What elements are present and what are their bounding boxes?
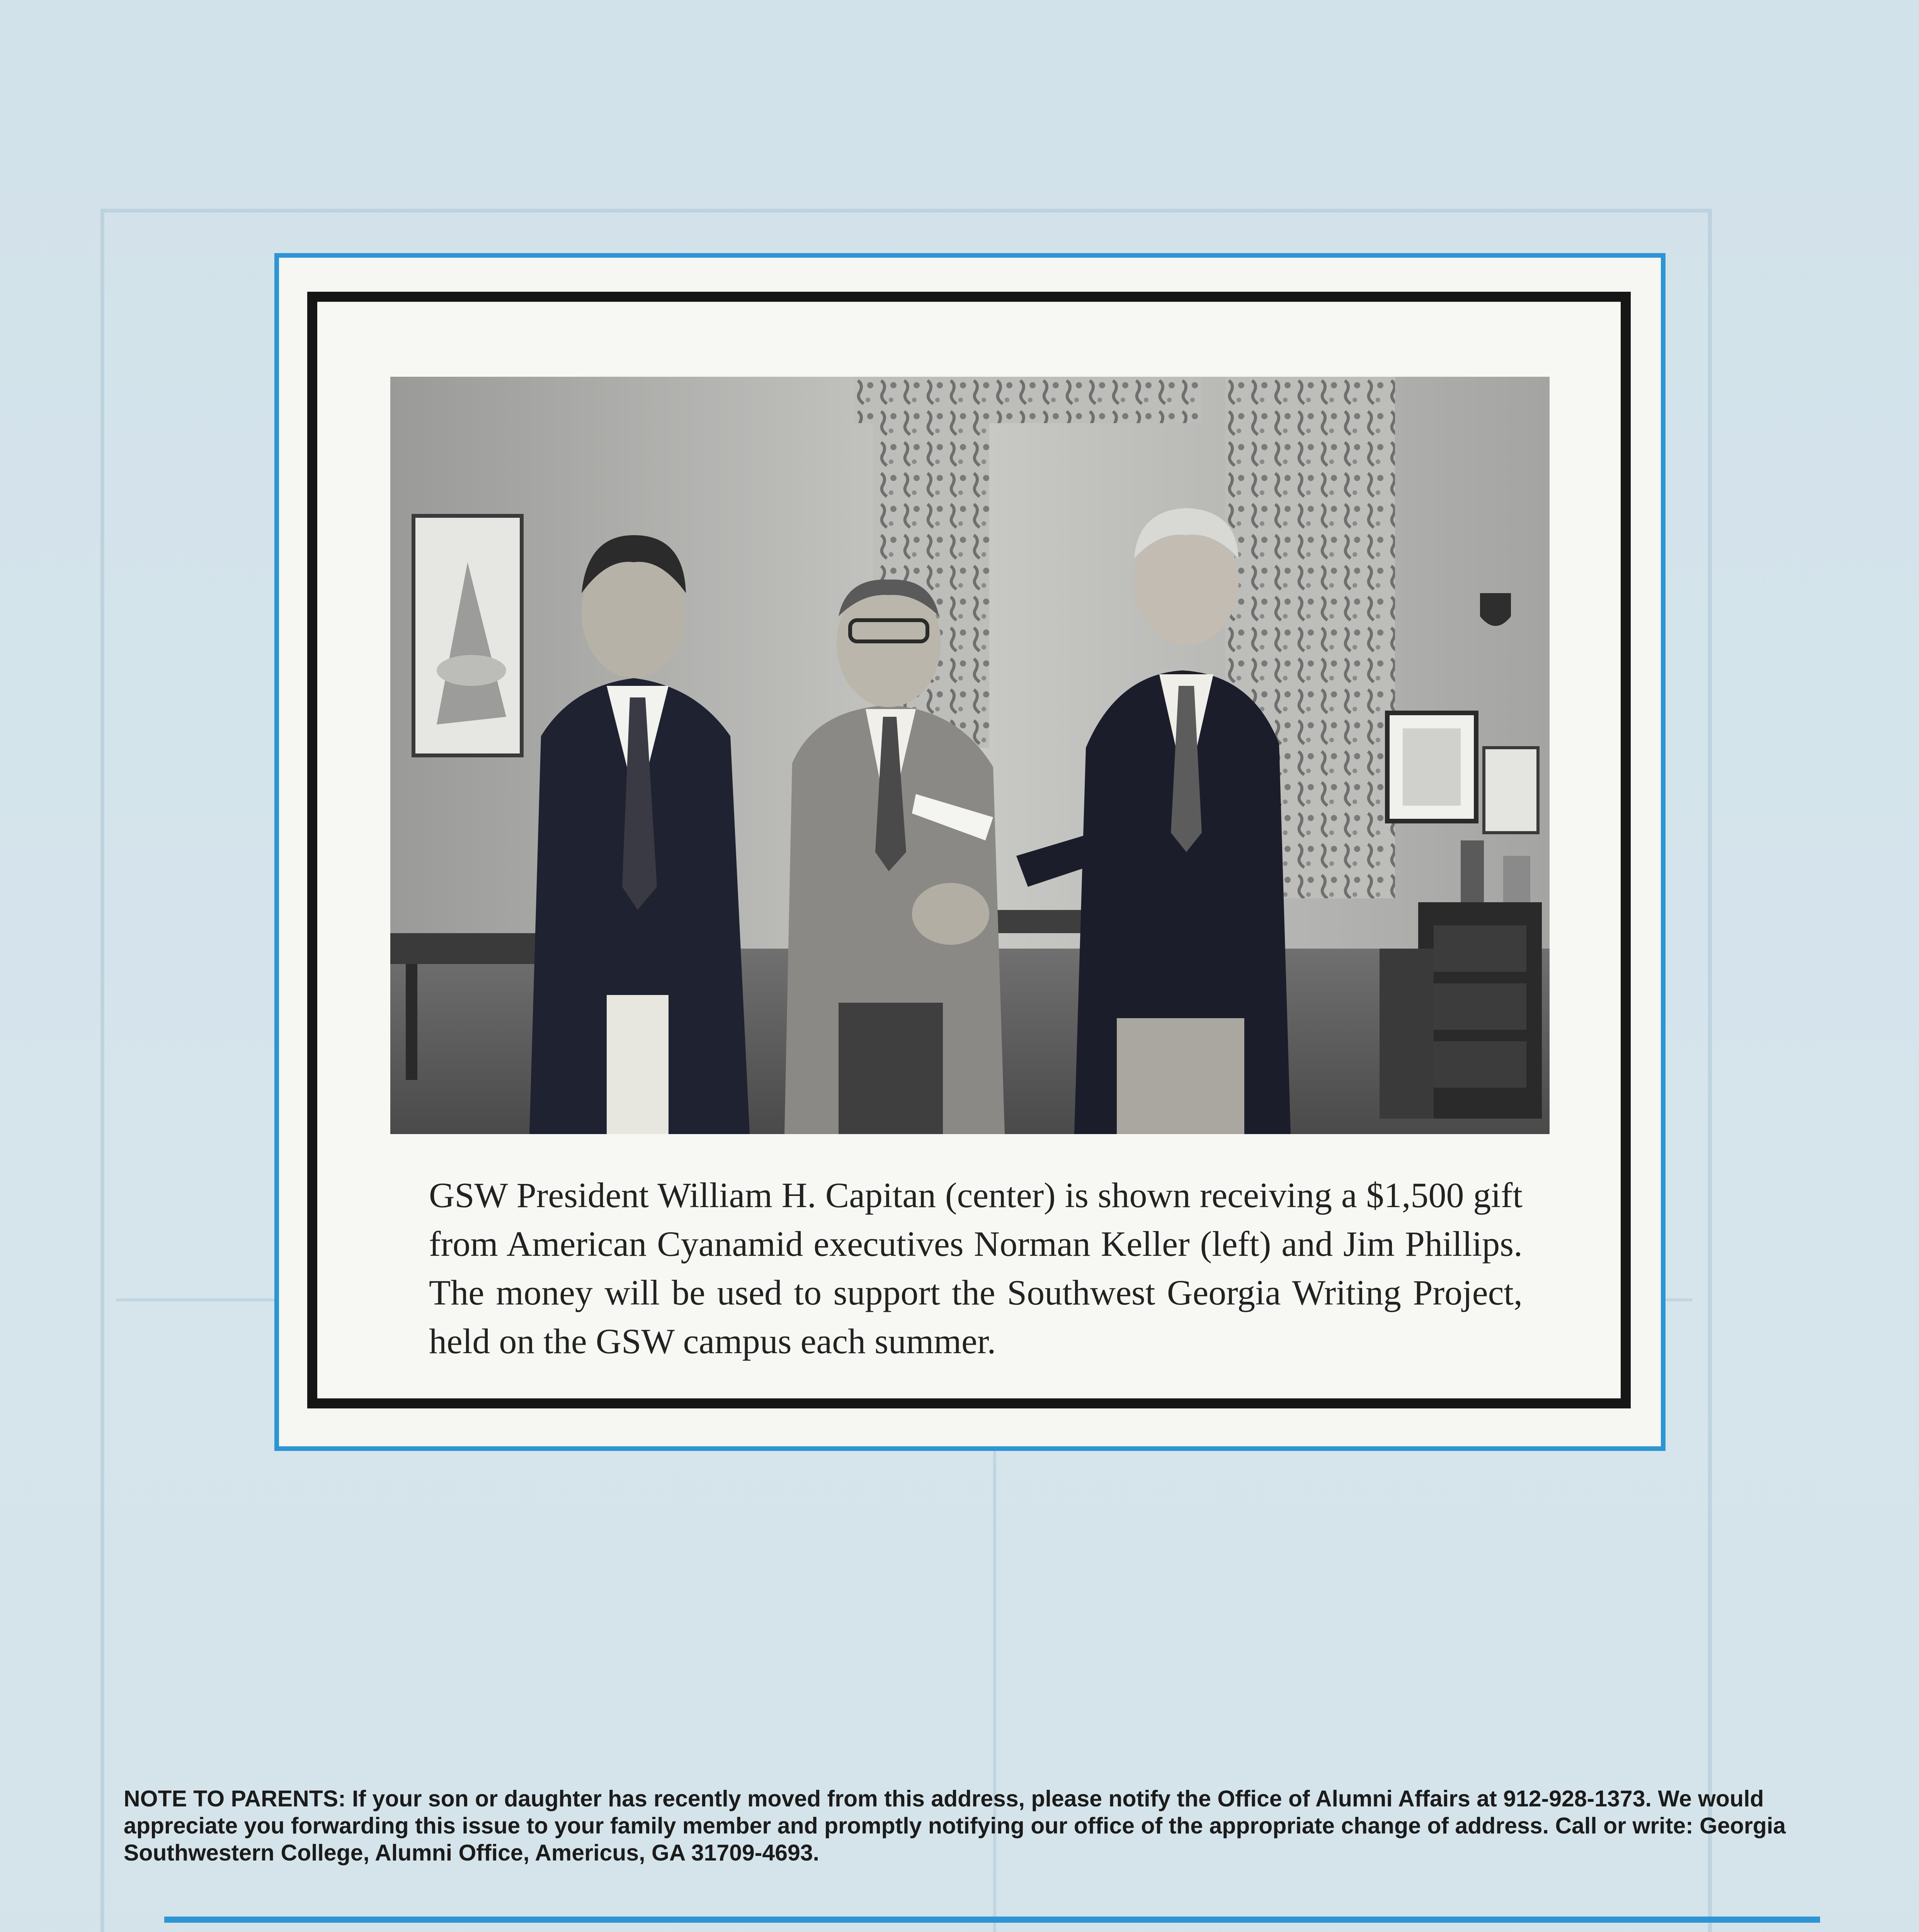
photo-caption: GSW President William H. Capitan (center) is shown receiving a $1,500 gift from American Cyanamid executives Norman Keller (left) and Jim Phillips. The money will be used to support the Southwest Georgia Writing Project, held on the GSW campus each summer.: [429, 1175, 1523, 1361]
photograph: [390, 377, 1550, 1134]
note-body: If your son or daughter has recently moved from this address, please notify the Office of Alumni Affairs at 912-928-1373. We would appreciate you forwarding this issue to your family member and promptly notifying our office of the appropriate change of address. Call or write: Georgia Southwestern College, Alumni Office, Americus, GA 31709-4693.: [124, 1786, 1786, 1866]
note-heading: NOTE TO PARENTS:: [124, 1786, 346, 1811]
divider-rule: [164, 1917, 1820, 1923]
photograph-illustration: [390, 377, 1550, 1134]
note-to-parents: [124, 1785, 1839, 1866]
